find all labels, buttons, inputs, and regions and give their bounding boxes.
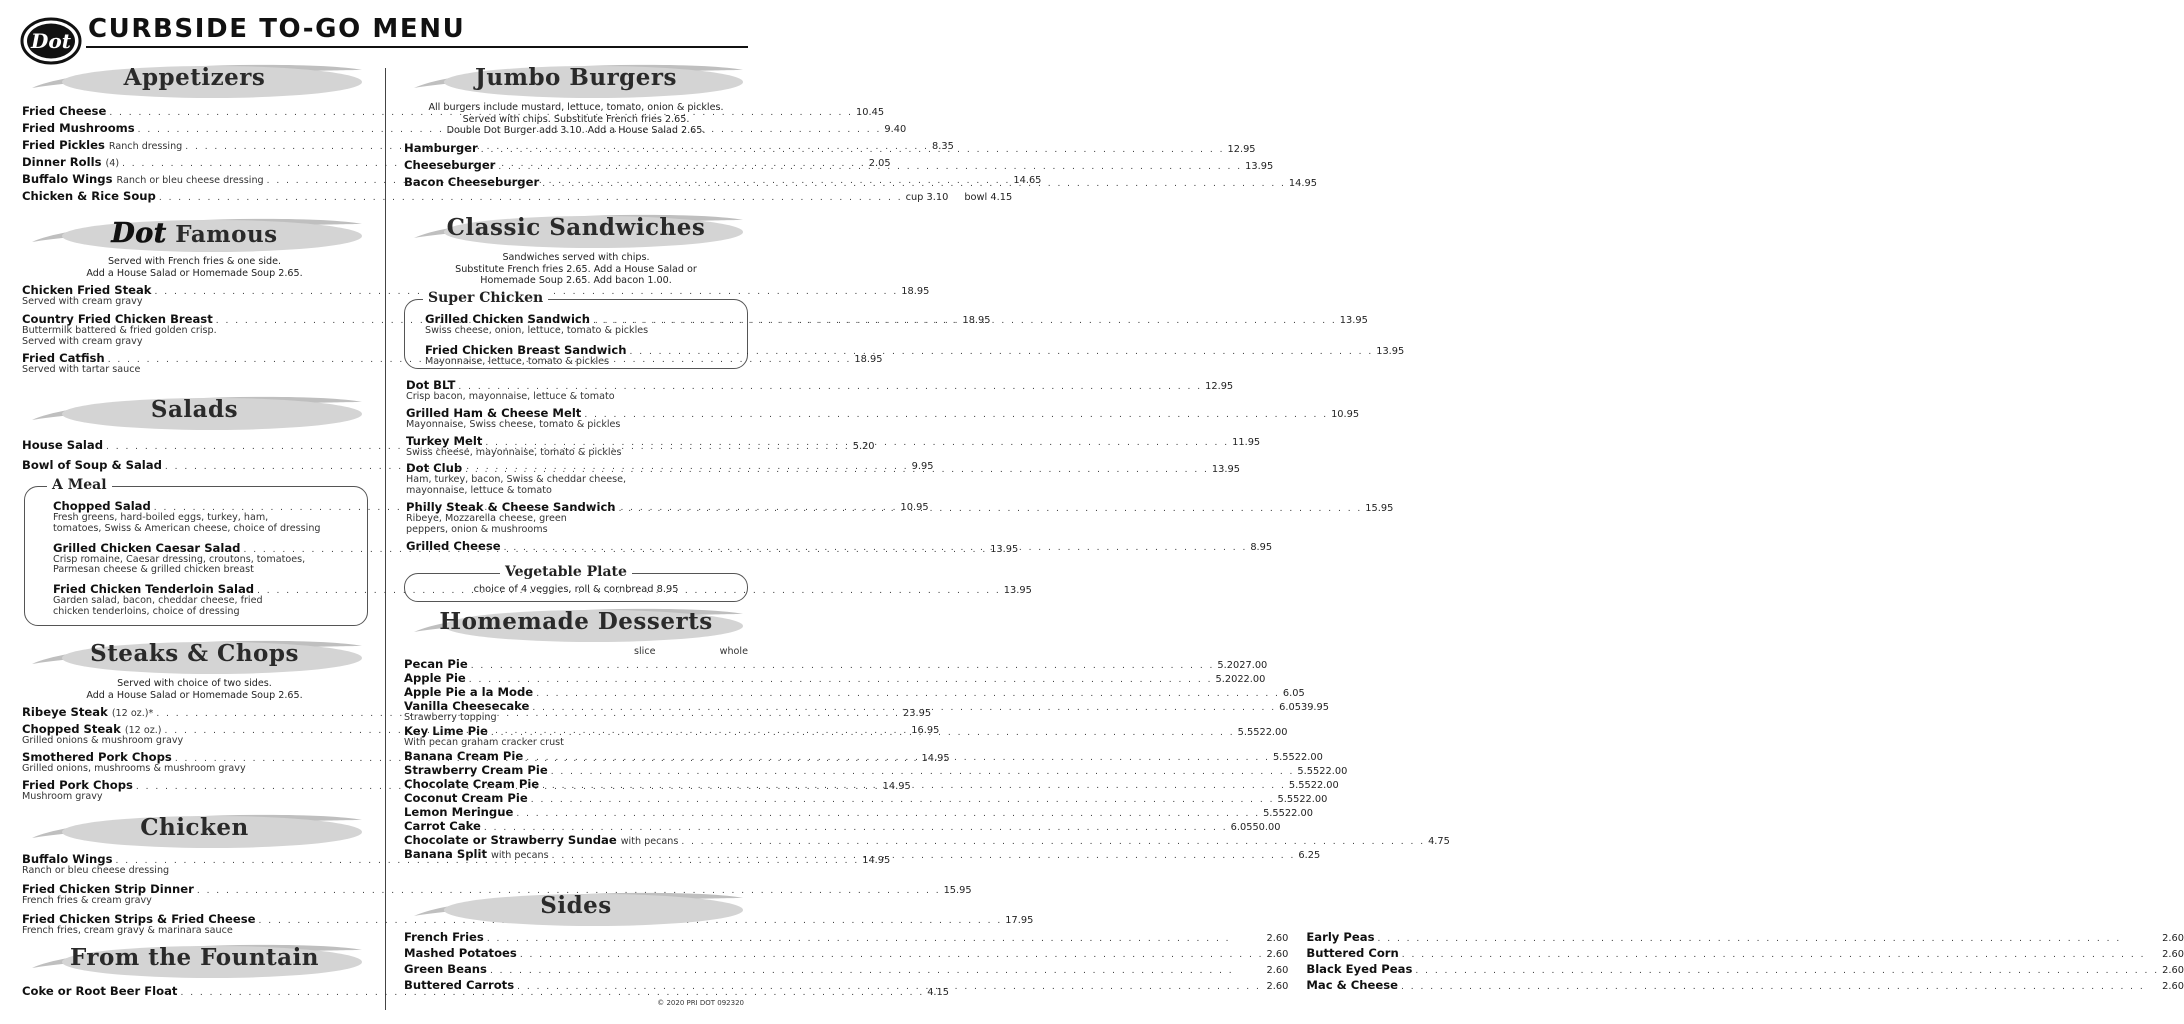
menu-item	[404, 790, 1328, 805]
item-price: 2.60	[2162, 933, 2184, 944]
item-name: Fried Pickles	[22, 138, 105, 152]
item-description: Ranch or bleu cheese dressing	[22, 865, 170, 876]
slice-header: slice	[634, 646, 656, 657]
item-description: Mayonnaise, Swiss cheese, tomato & pickles	[406, 418, 621, 430]
item-price: 14.95	[1288, 177, 1317, 189]
menu-item	[404, 804, 1313, 819]
dot-logo	[20, 16, 82, 66]
item-name: Fried Chicken Breast Sandwich	[425, 342, 627, 357]
item-name: Bacon Cheeseburger	[404, 174, 540, 189]
menu-item-row	[22, 283, 930, 297]
side-item	[404, 978, 1288, 992]
leader-dots	[552, 851, 1296, 861]
leader-dots	[532, 703, 1276, 713]
slice-price: 5.20	[1215, 674, 1238, 685]
item-description: Mayonnaise, lettuce, tomato & pickles	[425, 355, 610, 367]
menu-item-row	[404, 832, 1450, 847]
leader-dots	[520, 950, 1264, 960]
item-name: Fried Chicken Tenderloin Salad	[53, 582, 255, 597]
item-name: Chopped Salad	[53, 499, 151, 513]
item-name: House Salad	[22, 438, 103, 452]
menu-item	[404, 818, 1281, 833]
item-name: Black Eyed Peas	[1306, 962, 1413, 976]
item-name: Dot Club	[406, 461, 463, 476]
vegetable-plate-box	[404, 564, 748, 602]
logo-text: Dot	[31, 29, 71, 53]
item-price: 10.95	[900, 502, 929, 513]
super-chicken-title: Super Chicken	[423, 290, 548, 306]
side-item	[1306, 930, 2184, 944]
item-description: Swiss cheese, mayonnaise, tomato & pickles	[406, 446, 622, 458]
item-name: Chicken & Rice Soup	[22, 189, 156, 203]
famous-heading: Famous	[175, 221, 278, 248]
item-price: 2.60	[2162, 949, 2184, 960]
whole-price: 22.00	[1284, 807, 1313, 819]
item-price: 2.60	[2162, 981, 2184, 992]
item-note: (12 oz.)	[124, 725, 162, 736]
item-name: Buffalo Wings	[22, 172, 113, 186]
menu-item-row	[425, 342, 1405, 357]
item-price: 2.60	[1266, 981, 1289, 992]
item-description: Garden salad, bacon, cheddar cheese, fried chicken tenderloins, choice of dressing	[53, 595, 263, 617]
item-price: 8.35	[931, 141, 954, 152]
steaks-heading: Steaks & Chops	[90, 640, 299, 667]
whole-price: 22.00	[1259, 726, 1288, 738]
item-price: 2.60	[2162, 965, 2184, 976]
item-price: 9.95	[911, 461, 934, 472]
whole-price: 39.95	[1300, 702, 1330, 713]
cup-price: cup 3.10	[905, 192, 949, 203]
leader-dots	[619, 504, 1363, 514]
item-name: Country Fried Chicken Breast	[22, 311, 213, 326]
whole-price: 22.00	[1299, 793, 1328, 805]
item-name: Grilled Ham & Cheese Melt	[406, 405, 582, 420]
item-name: Chicken Fried Steak	[22, 283, 152, 297]
item-name: Early Peas	[1306, 930, 1375, 944]
item-description: Buttermilk battered & fried golden crisp. Served with cream gravy	[22, 324, 217, 347]
slice-price: 5.55	[1277, 793, 1300, 805]
item-name: Fried Catfish	[22, 351, 105, 366]
menu-item	[404, 832, 1450, 847]
item-price: 9.40	[884, 124, 907, 135]
leader-dots	[1401, 982, 2159, 992]
whole-price: 22.00	[1294, 751, 1323, 763]
slice-price: 5.55	[1263, 807, 1285, 819]
item-description: Strawberry topping	[404, 712, 497, 723]
item-price: 13.95	[1339, 315, 1368, 326]
item-name: Vanilla Cheesecake	[404, 699, 530, 713]
item-price: 14.65	[1013, 175, 1042, 186]
leader-dots	[531, 795, 1275, 805]
slice-price: 5.55	[1288, 779, 1311, 791]
item-price: 5.20	[852, 441, 875, 452]
bowl-price: bowl 4.15	[964, 192, 1013, 203]
item-price: 18.95	[854, 354, 883, 366]
item-price: 15.95	[943, 884, 972, 896]
famous-note: Served with French fries & one side. Add a House Salad or Homemade Soup 2.65.	[86, 256, 303, 279]
item-price: 4.75	[1428, 835, 1450, 847]
item-name: Apple Pie a la Mode	[404, 685, 534, 699]
item-price: 13.95	[1003, 585, 1032, 597]
item-name: Chocolate Cream Pie	[404, 776, 540, 791]
slice-price: 6.05	[1230, 821, 1253, 833]
item-name: Philly Steak & Cheese Sandwich	[406, 499, 616, 514]
burgers-heading: Jumbo Burgers	[475, 64, 677, 91]
item-name: Dot BLT	[406, 378, 456, 392]
leader-dots	[498, 162, 1242, 172]
item-price: 13.95	[1211, 464, 1240, 476]
item-note: Ranch or bleu cheese dressing	[116, 175, 264, 186]
item-name: Fried Cheese	[22, 104, 107, 118]
leader-dots	[584, 410, 1328, 420]
item-description: Served with cream gravy	[22, 296, 143, 307]
a-meal-title: A Meal	[47, 477, 112, 493]
menu-item-row	[22, 881, 972, 896]
item-price: 6.25	[1298, 849, 1321, 861]
item-name: Buffalo Wings	[22, 852, 113, 866]
item-price: 13.95	[990, 543, 1019, 555]
leader-dots	[516, 809, 1260, 819]
leader-dots	[159, 193, 903, 203]
salads-heading: Salads	[150, 396, 239, 423]
menu-item-row	[22, 189, 1013, 203]
vegetable-plate-title: Vegetable Plate	[500, 564, 632, 580]
item-description: Swiss cheese, onion, lettuce, tomato & pickles	[425, 325, 649, 336]
leader-dots	[681, 837, 1425, 847]
leader-dots	[593, 316, 1337, 326]
leader-dots	[1378, 934, 2160, 944]
item-name: Carrot Cake	[404, 818, 481, 833]
item-description: Served with tartar sauce	[22, 364, 141, 376]
item-price: 17.95	[1005, 914, 1034, 926]
whole-price: 22.00	[1237, 674, 1266, 685]
menu-item-row	[404, 790, 1328, 805]
slice-price: 5.55	[1297, 765, 1320, 777]
slice-price: 5.20	[1217, 660, 1240, 671]
leader-dots	[469, 675, 1213, 685]
leader-dots	[484, 823, 1228, 833]
menu-item	[406, 405, 1360, 431]
leader-dots	[481, 145, 1225, 155]
menu-item	[22, 121, 907, 135]
item-name: Chocolate or Strawberry Sundae	[404, 832, 617, 847]
chicken-banner	[22, 810, 367, 850]
item-price: 16.95	[911, 725, 940, 736]
menu-item-row	[404, 685, 1305, 699]
sandwiches-heading: Classic Sandwiches	[446, 214, 706, 241]
item-price: 14.95	[862, 855, 891, 866]
side-item	[1306, 962, 2184, 976]
item-price: 2.60	[1266, 965, 1289, 976]
menu-item-row	[404, 818, 1281, 833]
item-name: French Fries	[404, 930, 484, 944]
slice-price: 6.05	[1279, 702, 1301, 713]
item-price: 8.95	[1250, 541, 1273, 553]
item-name: Pecan Pie	[404, 657, 468, 671]
side-item	[1306, 978, 2184, 992]
sides-heading: Sides	[540, 892, 612, 919]
item-description: Grilled onions & mushroom gravy	[22, 735, 184, 746]
item-name: Strawberry Cream Pie	[404, 762, 548, 777]
leader-dots	[630, 347, 1374, 357]
whole-price: 27.00	[1239, 660, 1268, 671]
side-item	[404, 930, 1288, 944]
item-price: 10.45	[856, 107, 885, 118]
item-price: 15.95	[1365, 502, 1394, 514]
item-name: Buttered Corn	[1306, 946, 1399, 960]
menu-item	[406, 378, 1234, 403]
item-price: 23.95	[903, 708, 932, 719]
menu-item-row	[406, 378, 1234, 392]
item-price: 2.05	[868, 158, 891, 169]
item-description: Crisp bacon, mayonnaise, lettuce & tomato	[406, 391, 615, 402]
item-name: Grilled Chicken Caesar Salad	[53, 540, 241, 555]
item-name: Lemon Meringue	[404, 804, 514, 819]
menu-item	[404, 685, 1305, 699]
item-description: Crisp romaine, Caesar dressing, croutons, tomatoes, Parmesan cheese & grilled chicken breast	[53, 553, 306, 576]
menu-item	[22, 189, 1013, 203]
side-item	[404, 946, 1288, 960]
item-price: 14.95	[921, 752, 950, 764]
menu-item-row	[406, 405, 1360, 420]
steaks-banner	[22, 636, 367, 676]
leader-dots	[504, 543, 1248, 553]
desserts-heading: Homemade Desserts	[439, 608, 713, 635]
item-price: 4.15	[927, 987, 950, 998]
item-description: French fries, cream gravy & marinara sauce	[22, 924, 233, 936]
item-name: Dinner Rolls	[22, 155, 102, 169]
famous-banner	[22, 214, 367, 254]
slice-price: 5.55	[1237, 726, 1260, 738]
menu-item-row	[22, 104, 885, 118]
menu-item-row	[404, 671, 1266, 685]
item-name: Fried Mushrooms	[22, 121, 135, 135]
whole-price: 22.00	[1310, 779, 1339, 791]
sides-banner	[404, 888, 748, 928]
salads-banner	[22, 392, 367, 432]
item-note: (12 oz.)*	[111, 708, 154, 719]
leader-dots	[526, 753, 1270, 763]
item-name: Fried Chicken Strip Dinner	[22, 881, 194, 896]
item-price: 2.60	[1266, 933, 1289, 944]
menu-item-row	[404, 762, 1348, 777]
menu-item	[22, 911, 1034, 937]
item-name: Chopped Steak	[22, 722, 121, 736]
page-title: CURBSIDE TO-GO MENU	[88, 14, 466, 44]
whole-header: whole	[719, 646, 748, 657]
item-price: 14.95	[882, 780, 911, 792]
item-description: Mushroom gravy	[22, 790, 103, 802]
item-name: Mashed Potatoes	[404, 946, 517, 960]
slice-price: 6.05	[1282, 688, 1305, 699]
leader-dots	[551, 767, 1295, 777]
item-note: (4)	[105, 158, 120, 169]
item-name: Hamburger	[404, 140, 478, 155]
item-description: Ham, turkey, bacon, Swiss & cheddar cheese, mayonnaise, lettuce & tomato	[406, 474, 627, 497]
leader-dots	[487, 934, 1264, 944]
column-divider	[385, 68, 386, 1010]
item-description: Ribeye, Mozzarella cheese, green peppers, onion & mushrooms	[406, 512, 567, 535]
menu-item-row	[22, 121, 907, 135]
item-price: 18.95	[962, 314, 991, 326]
leader-dots	[471, 661, 1215, 671]
side-item	[1306, 946, 2184, 960]
item-price: 18.95	[901, 286, 930, 297]
item-name: Grilled Cheese	[406, 538, 501, 553]
item-price: 13.95	[1376, 345, 1405, 357]
item-name: Key Lime Pie	[404, 723, 488, 738]
item-price: 11.95	[1232, 436, 1261, 448]
item-name: Bowl of Soup & Salad	[22, 458, 162, 472]
title-rule	[86, 46, 748, 48]
chicken-heading: Chicken	[140, 814, 249, 841]
menu-item-row	[404, 657, 1268, 671]
menu-item	[404, 671, 1266, 685]
item-name: Cheeseburger	[404, 157, 496, 172]
whole-price: 22.00	[1319, 765, 1348, 777]
leader-dots	[1415, 966, 2159, 976]
sandwiches-section	[404, 210, 748, 291]
menu-item-row	[22, 911, 1034, 926]
leader-dots	[536, 689, 1280, 699]
whole-price: 50.00	[1252, 821, 1281, 833]
sandwiches-note: Sandwiches served with chips. Substitute French fries 2.65. Add a House Salad or Homemade Soup 2.65. Add bacon 1.00.	[455, 252, 697, 286]
steaks-note: Served with choice of two sides. Add a House Salad or Homemade Soup 2.65.	[86, 678, 303, 701]
item-description: Grilled onions, mushrooms & mushroom gravy	[22, 762, 246, 774]
leader-dots	[517, 982, 1263, 992]
item-name: Turkey Melt	[406, 433, 483, 448]
menu-item	[22, 104, 885, 118]
sandwiches-banner	[404, 210, 748, 250]
leader-dots	[542, 179, 1286, 189]
famous-logo-text: Dot	[111, 218, 167, 249]
slice-price: 5.55	[1272, 751, 1295, 763]
menu-item	[404, 762, 1348, 777]
item-name: Grilled Chicken Sandwich	[425, 312, 591, 326]
dessert-column-headers	[404, 646, 748, 657]
leader-dots	[491, 728, 1235, 738]
item-name: Mac & Cheese	[1306, 978, 1399, 992]
item-description: Fresh greens, hard-boiled eggs, turkey, ham, tomatoes, Swiss & American cheese, choice of dressing	[53, 512, 321, 534]
item-name: Ribeye Steak	[22, 705, 108, 719]
item-name: Fried Chicken Strips & Fried Cheese	[22, 911, 256, 926]
leader-dots	[1402, 950, 2159, 960]
leader-dots	[542, 781, 1286, 791]
item-name: Coke or Root Beer Float	[22, 984, 178, 998]
fountain-banner	[22, 940, 367, 980]
item-name: Apple Pie	[404, 671, 466, 685]
side-item	[404, 962, 1288, 976]
appetizers-heading: Appetizers	[123, 64, 266, 91]
burgers-banner	[404, 60, 748, 100]
fountain-heading: From the Fountain	[69, 944, 320, 971]
desserts-banner	[404, 604, 748, 644]
leader-dots	[490, 966, 1264, 976]
item-note: Ranch dressing	[108, 141, 183, 152]
menu-item	[404, 657, 1268, 671]
item-name: Banana Split	[404, 846, 487, 861]
vegetable-plate-desc: choice of 4 veggies, roll & cornbread 8.95	[473, 584, 679, 595]
item-name: Banana Cream Pie	[404, 748, 524, 763]
item-price: 13.95	[1245, 160, 1274, 172]
item-name: Buttered Carrots	[404, 978, 515, 992]
menu-item-row	[404, 699, 1330, 713]
item-name: Coconut Cream Pie	[404, 790, 528, 805]
item-price: 2.60	[1266, 949, 1289, 960]
item-price: 12.95	[1227, 143, 1256, 155]
item-description: French fries & cream gravy	[22, 894, 152, 906]
famous-heading-wrap	[22, 218, 367, 249]
item-price: 10.95	[1331, 408, 1360, 420]
appetizers-banner	[22, 60, 367, 100]
copyright: © 2020 PRI DOT 092320	[657, 999, 744, 1007]
item-note: with pecans	[620, 835, 679, 847]
menu-item-row	[404, 804, 1313, 819]
item-name: Green Beans	[404, 962, 487, 976]
item-name: Smothered Pork Chops	[22, 749, 172, 764]
item-description: With pecan graham cracker crust	[404, 736, 564, 748]
item-name: Fried Pork Chops	[22, 777, 133, 792]
burgers-note: All burgers include mustard, lettuce, tomato, onion & pickles. Served with chips. Substitute French fries 2.65. Double Dot Burger add 3.10. Add a House Salad 2.65.	[428, 102, 724, 136]
item-price: 12.95	[1205, 381, 1234, 392]
item-note: with pecans	[491, 849, 549, 861]
